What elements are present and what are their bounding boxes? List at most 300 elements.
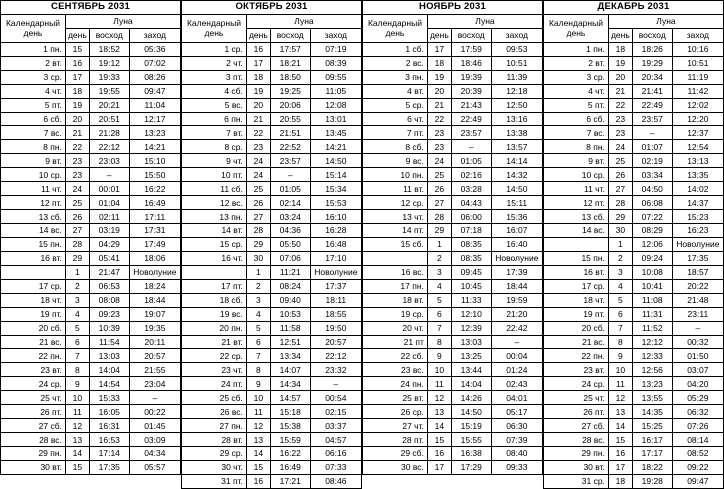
moon-day-cell: 30 xyxy=(608,224,632,238)
moon-day-cell: 27 xyxy=(427,196,451,210)
moonset-cell: 06:32 xyxy=(672,405,723,419)
calendar-day-cell: 3 пн. xyxy=(363,70,428,84)
moon-day-cell: 18 xyxy=(608,42,632,56)
moon-day-cell: 4 xyxy=(427,279,451,293)
table-row xyxy=(363,168,543,182)
calendar-day-header xyxy=(544,14,609,42)
table-row xyxy=(182,140,362,154)
moonrise-cell: 16:05 xyxy=(89,405,129,419)
moonset-cell: 13:35 xyxy=(672,168,723,182)
moonrise-cell: 04:36 xyxy=(270,224,310,238)
moon-day-cell: 25 xyxy=(246,182,270,196)
calendar-day-cell: 10 пт. xyxy=(182,168,247,182)
calendar-day-cell: 26 пт. xyxy=(544,405,609,419)
table-row xyxy=(1,447,181,461)
calendar-day-cell xyxy=(1,265,66,279)
moon-day-cell: 5 xyxy=(65,321,89,335)
table-row xyxy=(182,279,362,293)
moonrise-cell: 01:07 xyxy=(632,140,672,154)
moon-day-cell: 18 xyxy=(246,70,270,84)
calendar-day-cell: 6 чт. xyxy=(363,112,428,126)
moon-day-cell: 18 xyxy=(608,474,632,488)
calendar-day-cell: 8 сб. xyxy=(363,140,428,154)
moon-day-header: день xyxy=(65,28,89,42)
moonrise-cell: 02:16 xyxy=(451,168,491,182)
moonrise-cell: 20:55 xyxy=(270,112,310,126)
calendar-day-cell: 23 вт. xyxy=(544,363,609,377)
moonrise-cell: 13:03 xyxy=(89,349,129,363)
moon-day-cell: 28 xyxy=(427,210,451,224)
moon-day-cell: 19 xyxy=(608,56,632,70)
moon-day-header: день xyxy=(427,28,451,42)
moon-day-cell: 15 xyxy=(246,460,270,474)
moonrise-cell: 19:55 xyxy=(89,84,129,98)
calendar-day-cell: 22 ср. xyxy=(182,349,247,363)
table-row xyxy=(544,433,724,447)
table-row xyxy=(182,265,362,279)
moonrise-cell: 17:35 xyxy=(89,460,129,474)
table-row xyxy=(1,405,181,419)
moonrise-cell: 20:39 xyxy=(451,84,491,98)
calendar-day-cell: 7 вс. xyxy=(544,126,609,140)
moonrise-header: восход xyxy=(451,28,491,42)
moon-day-cell: 5 xyxy=(246,321,270,335)
moon-day-cell: 10 xyxy=(246,391,270,405)
moon-day-header: день xyxy=(608,28,632,42)
moonset-cell: 18:44 xyxy=(491,279,542,293)
table-row xyxy=(1,84,181,98)
moonrise-cell: 14:57 xyxy=(270,391,310,405)
moon-day-cell: 24 xyxy=(246,168,270,182)
calendar-day-cell: 7 вс. xyxy=(1,126,66,140)
moon-day-cell: 16 xyxy=(608,447,632,461)
moonset-cell: 22:42 xyxy=(491,321,542,335)
table-row xyxy=(1,433,181,447)
moon-day-cell: 20 xyxy=(246,98,270,112)
moonrise-cell: 15:19 xyxy=(451,419,491,433)
moonrise-cell: 07:22 xyxy=(632,210,672,224)
moon-day-cell: 27 xyxy=(65,224,89,238)
moonset-cell: 09:22 xyxy=(672,460,723,474)
moon-day-cell: 13 xyxy=(65,433,89,447)
moon-day-cell: 29 xyxy=(246,237,270,251)
table-row xyxy=(1,154,181,168)
moonset-cell: 21:20 xyxy=(491,307,542,321)
calendar-day-cell: 15 ср. xyxy=(182,237,247,251)
moonrise-cell: 14:04 xyxy=(451,377,491,391)
calendar-day-cell: 12 пт. xyxy=(544,196,609,210)
moonset-cell: 02:15 xyxy=(310,405,361,419)
moonrise-cell: 13:34 xyxy=(270,349,310,363)
table-row xyxy=(182,419,362,433)
moon-day-cell: 8 xyxy=(65,363,89,377)
moonset-cell: 16:28 xyxy=(310,224,361,238)
moonrise-cell: 03:24 xyxy=(270,210,310,224)
moonset-cell: 00:54 xyxy=(310,391,361,405)
moonrise-cell: 19:39 xyxy=(451,70,491,84)
moon-day-cell: 28 xyxy=(246,224,270,238)
table-row xyxy=(182,42,362,56)
table-row xyxy=(363,112,543,126)
moon-day-cell: 10 xyxy=(427,363,451,377)
calendar-day-cell: 28 пт. xyxy=(363,433,428,447)
moonset-cell: 07:26 xyxy=(672,419,723,433)
moon-day-cell: 29 xyxy=(608,210,632,224)
moonset-cell: Новолуние xyxy=(672,237,723,251)
table-row xyxy=(363,265,543,279)
moonrise-cell: 05:41 xyxy=(89,251,129,265)
table-row xyxy=(182,84,362,98)
moonset-cell: 03:09 xyxy=(129,433,180,447)
moonset-cell: 15:34 xyxy=(310,182,361,196)
table-row xyxy=(182,460,362,474)
moon-day-cell: 28 xyxy=(65,237,89,251)
calendar-day-header xyxy=(363,14,428,42)
moon-day-cell: 15 xyxy=(65,42,89,56)
calendar-day-cell: 18 сб. xyxy=(182,293,247,307)
moonrise-cell: 21:43 xyxy=(451,98,491,112)
moonrise-cell: 19:25 xyxy=(270,84,310,98)
moonrise-cell: 04:50 xyxy=(632,182,672,196)
moonrise-cell: – xyxy=(632,126,672,140)
moonset-cell: 13:16 xyxy=(491,112,542,126)
moonrise-cell: 22:49 xyxy=(632,98,672,112)
table-row xyxy=(544,391,724,405)
calendar-day-cell: 4 сб. xyxy=(182,84,247,98)
calendar-day-header-line: день xyxy=(385,28,405,39)
table-row xyxy=(544,265,724,279)
calendar-day-cell: 27 сб. xyxy=(544,419,609,433)
moonset-cell: 18:57 xyxy=(672,265,723,279)
moonset-cell: 11:04 xyxy=(129,98,180,112)
moonrise-cell: 07:06 xyxy=(270,251,310,265)
moonset-cell: 15:14 xyxy=(310,168,361,182)
moon-day-cell: 24 xyxy=(427,154,451,168)
moon-day-cell: 4 xyxy=(65,307,89,321)
calendar-day-cell: 9 вт. xyxy=(544,154,609,168)
moonset-cell: 08:46 xyxy=(310,474,361,488)
calendar-day-cell: 1 пн. xyxy=(544,42,609,56)
calendar-day-cell: 8 пн. xyxy=(544,140,609,154)
calendar-day-cell: 4 чт. xyxy=(544,84,609,98)
calendar-day-cell: 25 чт. xyxy=(544,391,609,405)
moonset-cell: 09:53 xyxy=(491,42,542,56)
moon-day-cell: 29 xyxy=(427,224,451,238)
moonset-cell: 12:50 xyxy=(491,98,542,112)
calendar-day-cell: 19 вс. xyxy=(182,307,247,321)
moonrise-cell: 11:58 xyxy=(270,321,310,335)
moon-day-cell: 21 xyxy=(427,98,451,112)
table-row xyxy=(1,237,181,251)
moon-day-cell: 13 xyxy=(246,433,270,447)
moonset-cell: 21:55 xyxy=(129,363,180,377)
table-row xyxy=(1,182,181,196)
moonrise-cell: 03:19 xyxy=(89,224,129,238)
moonset-cell: 16:23 xyxy=(672,224,723,238)
moon-day-cell: 4 xyxy=(608,279,632,293)
calendar-day-cell: 4 вт. xyxy=(363,84,428,98)
calendar-day-header-line: день xyxy=(204,28,224,39)
moon-day-cell: 20 xyxy=(427,84,451,98)
table-row xyxy=(182,321,362,335)
table-row xyxy=(544,98,724,112)
calendar-day-cell: 28 вт. xyxy=(182,433,247,447)
moonset-cell: 11:39 xyxy=(491,70,542,84)
moonrise-cell: 02:14 xyxy=(270,196,310,210)
moonset-cell: 04:57 xyxy=(310,433,361,447)
moonrise-cell: 20:51 xyxy=(89,112,129,126)
calendar-day-cell: 29 сб. xyxy=(363,447,428,461)
calendar-day-cell: 18 вт. xyxy=(363,293,428,307)
calendar-day-cell: 18 чт. xyxy=(1,293,66,307)
moonrise-cell: 18:50 xyxy=(270,70,310,84)
calendar-day-cell: 9 чт. xyxy=(182,154,247,168)
moonset-cell: 16:49 xyxy=(129,196,180,210)
moonset-cell: 15:11 xyxy=(491,196,542,210)
calendar-day-cell: 23 чт. xyxy=(182,363,247,377)
moon-day-cell: 24 xyxy=(65,182,89,196)
moonrise-cell: 03:28 xyxy=(451,182,491,196)
moon-day-cell: 23 xyxy=(608,112,632,126)
moonrise-cell: 20:06 xyxy=(270,98,310,112)
moon-day-cell: 21 xyxy=(608,84,632,98)
calendar-day-cell: 27 пн. xyxy=(182,419,247,433)
moon-day-cell: 25 xyxy=(65,196,89,210)
table-row xyxy=(1,112,181,126)
moonset-cell: 12:18 xyxy=(491,84,542,98)
calendar-day-cell: 15 пн. xyxy=(544,251,609,265)
table-row xyxy=(182,293,362,307)
moonrise-cell: 12:33 xyxy=(632,349,672,363)
month-title: СЕНТЯБРЬ 2031 xyxy=(1,1,181,15)
moonrise-cell: 11:21 xyxy=(270,265,310,279)
calendar-day-cell: 17 пн. xyxy=(363,279,428,293)
calendar-day-cell: 29 пн. xyxy=(1,447,66,461)
moonset-cell: 15:50 xyxy=(129,168,180,182)
table-row xyxy=(1,391,181,405)
moonrise-cell: 12:06 xyxy=(632,237,672,251)
table-row xyxy=(182,474,362,488)
moonrise-cell: 22:12 xyxy=(89,140,129,154)
table-row xyxy=(182,237,362,251)
month-table xyxy=(0,0,181,475)
calendar-day-cell: 9 вт. xyxy=(1,154,66,168)
calendar-day-cell xyxy=(182,265,247,279)
table-row xyxy=(544,335,724,349)
moon-day-cell: 24 xyxy=(246,154,270,168)
moonset-cell: 04:34 xyxy=(129,447,180,461)
moonrise-cell: 14:04 xyxy=(89,363,129,377)
moonset-cell: 13:38 xyxy=(491,126,542,140)
moon-day-cell: 6 xyxy=(608,307,632,321)
calendar-day-cell: 31 ср. xyxy=(544,474,609,488)
calendar-day-cell: 19 пт. xyxy=(544,307,609,321)
moonset-cell: 18:24 xyxy=(129,279,180,293)
moonset-cell: 20:57 xyxy=(310,335,361,349)
moonset-cell: 14:50 xyxy=(491,182,542,196)
moonrise-cell: 19:12 xyxy=(89,56,129,70)
moonset-cell: 14:50 xyxy=(310,154,361,168)
moonrise-cell: 09:45 xyxy=(451,265,491,279)
table-row xyxy=(363,126,543,140)
moonset-cell: 12:02 xyxy=(672,98,723,112)
calendar-day-cell: 22 пн. xyxy=(1,349,66,363)
moonrise-cell: 04:43 xyxy=(451,196,491,210)
table-row xyxy=(544,112,724,126)
moon-day-cell: 15 xyxy=(608,433,632,447)
moon-day-cell: 26 xyxy=(65,210,89,224)
calendar-day-cell: 15 пн. xyxy=(1,237,66,251)
table-row xyxy=(182,377,362,391)
calendar-day-cell: 11 сб. xyxy=(182,182,247,196)
moonrise-cell: 11:31 xyxy=(632,307,672,321)
table-row xyxy=(544,279,724,293)
moonset-cell: 19:59 xyxy=(491,293,542,307)
moon-day-cell: 1 xyxy=(427,237,451,251)
moonset-cell: 05:17 xyxy=(491,405,542,419)
moon-day-cell: 1 xyxy=(608,237,632,251)
moonrise-cell: 18:22 xyxy=(632,460,672,474)
moonrise-cell: 09:40 xyxy=(270,293,310,307)
table-row xyxy=(182,447,362,461)
calendar-day-cell: 25 сб. xyxy=(182,391,247,405)
calendar-day-cell: 17 ср. xyxy=(1,279,66,293)
calendar-day-cell: 5 пт. xyxy=(544,98,609,112)
moonset-cell: 18:06 xyxy=(129,251,180,265)
moonset-cell: 08:39 xyxy=(310,56,361,70)
calendar-day-cell: 19 ср. xyxy=(363,307,428,321)
table-row xyxy=(363,377,543,391)
moon-day-cell: 5 xyxy=(427,293,451,307)
moonset-cell: 17:10 xyxy=(310,251,361,265)
calendar-day-cell: 30 вт. xyxy=(1,460,66,474)
moon-day-cell: 11 xyxy=(608,377,632,391)
table-row xyxy=(182,56,362,70)
moon-day-cell: 19 xyxy=(65,98,89,112)
month-block xyxy=(0,0,181,473)
moon-header: Луна xyxy=(65,14,180,28)
moon-day-cell: 26 xyxy=(427,182,451,196)
table-row xyxy=(1,307,181,321)
moonrise-cell: 05:50 xyxy=(270,237,310,251)
moon-day-cell: 7 xyxy=(246,349,270,363)
calendar-day-cell: 1 сб. xyxy=(363,42,428,56)
table-row xyxy=(363,335,543,349)
calendar-day-cell: 25 чт. xyxy=(1,391,66,405)
moonrise-cell: 14:07 xyxy=(270,363,310,377)
calendar-day-cell: 12 пт. xyxy=(1,196,66,210)
moon-day-cell: 11 xyxy=(65,405,89,419)
moonrise-cell: 06:08 xyxy=(632,196,672,210)
calendar-day-cell: 15 сб. xyxy=(363,237,428,251)
calendar-day-cell: 26 ср. xyxy=(363,405,428,419)
moonrise-cell: 18:52 xyxy=(89,42,129,56)
moonrise-cell: 12:56 xyxy=(632,363,672,377)
moon-day-cell: 12 xyxy=(65,419,89,433)
moon-day-cell: 17 xyxy=(65,70,89,84)
moonrise-cell: 23:57 xyxy=(451,126,491,140)
moon-header: Луна xyxy=(427,14,542,28)
moonrise-cell: 17:21 xyxy=(270,474,310,488)
moonrise-cell: 08:24 xyxy=(270,279,310,293)
table-row xyxy=(363,419,543,433)
moonset-cell: 14:32 xyxy=(491,168,542,182)
moonset-cell: 00:32 xyxy=(672,335,723,349)
moonset-cell: 18:44 xyxy=(129,293,180,307)
moonrise-cell: 11:33 xyxy=(451,293,491,307)
moon-day-cell: 18 xyxy=(427,56,451,70)
table-row xyxy=(363,391,543,405)
moon-day-header: день xyxy=(246,28,270,42)
calendar-day-cell: 5 ср. xyxy=(363,98,428,112)
moonrise-cell: 14:50 xyxy=(451,405,491,419)
moon-day-cell: 26 xyxy=(608,168,632,182)
moon-day-cell: 12 xyxy=(427,391,451,405)
moonset-cell: 15:53 xyxy=(310,196,361,210)
table-row xyxy=(1,168,181,182)
month-title: ДЕКАБРЬ 2031 xyxy=(544,1,724,15)
calendar-day-cell: 1 пн. xyxy=(1,42,66,56)
moonset-cell: 17:31 xyxy=(129,224,180,238)
table-row xyxy=(544,321,724,335)
calendar-day-cell: 24 пн. xyxy=(363,377,428,391)
moonset-cell: 06:30 xyxy=(491,419,542,433)
moonrise-cell: 21:41 xyxy=(632,84,672,98)
table-row xyxy=(1,460,181,474)
calendar-day-header-line: Календарный xyxy=(186,18,241,29)
calendar-day-cell: 7 пт. xyxy=(363,126,428,140)
moon-day-cell: 21 xyxy=(246,112,270,126)
moon-day-cell: 7 xyxy=(65,349,89,363)
moonset-cell: 00:22 xyxy=(129,405,180,419)
calendar-day-header-line: Календарный xyxy=(548,18,603,29)
moonrise-cell: 01:04 xyxy=(89,196,129,210)
calendar-day-cell: 23 вт. xyxy=(1,363,66,377)
table-row xyxy=(363,42,543,56)
table-row xyxy=(363,224,543,238)
moonrise-cell: 14:35 xyxy=(632,405,672,419)
calendar-day-cell: 21 вс. xyxy=(544,335,609,349)
calendar-day-cell: 31 пт. xyxy=(182,474,247,488)
moon-day-cell: 7 xyxy=(427,321,451,335)
table-row xyxy=(544,419,724,433)
moonrise-cell: 04:29 xyxy=(89,237,129,251)
moonrise-cell: 16:22 xyxy=(270,447,310,461)
calendar-day-cell: 29 пн. xyxy=(544,447,609,461)
calendar-day-cell: 27 сб. xyxy=(1,419,66,433)
moon-day-cell: 16 xyxy=(246,42,270,56)
calendar-day-header-line: Календарный xyxy=(5,18,60,29)
calendar-day-cell: 11 чт. xyxy=(544,182,609,196)
moon-day-cell: 14 xyxy=(608,419,632,433)
moonrise-cell: 23:03 xyxy=(89,154,129,168)
calendar-day-cell: 2 вт. xyxy=(544,56,609,70)
moonset-cell: 03:07 xyxy=(672,363,723,377)
calendar-day-cell: 3 ср. xyxy=(544,70,609,84)
moonrise-cell: 11:52 xyxy=(632,321,672,335)
table-row xyxy=(544,168,724,182)
moonset-cell: 07:33 xyxy=(310,460,361,474)
calendar-day-cell: 17 ср. xyxy=(544,279,609,293)
month-title: ОКТЯБРЬ 2031 xyxy=(182,1,362,15)
table-row xyxy=(363,210,543,224)
moon-day-cell: 25 xyxy=(427,168,451,182)
moon-day-cell: 13 xyxy=(427,405,451,419)
table-row xyxy=(544,196,724,210)
moonrise-cell: 00:01 xyxy=(89,182,129,196)
moonrise-cell: 10:39 xyxy=(89,321,129,335)
calendar-day-cell: 14 вс. xyxy=(1,224,66,238)
